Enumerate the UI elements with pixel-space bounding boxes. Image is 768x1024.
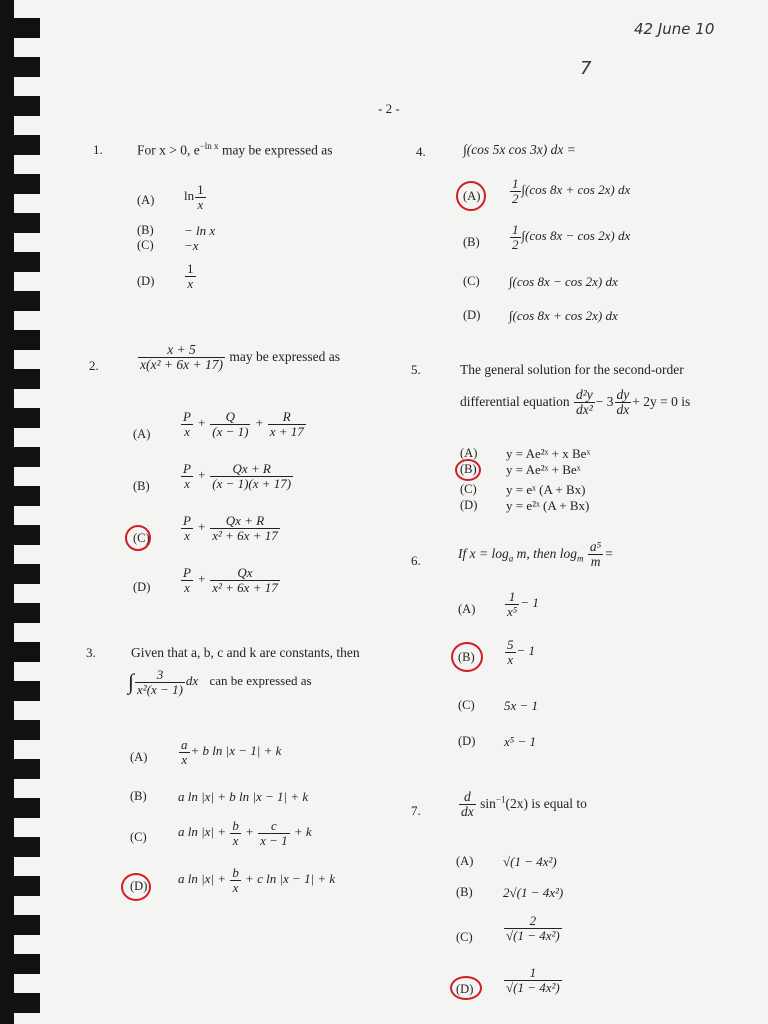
binding-ring xyxy=(0,330,40,350)
option-label: (A) xyxy=(137,193,155,207)
option-6a: $\frac{1}{\text{x⁵}}$ − 1 xyxy=(507,589,539,619)
option-4b: $\frac{1}{2}$ ∫(cos 8x − cos 2x) dx xyxy=(512,222,631,252)
option-5a: y = Ae²ˣ + x Beˣ xyxy=(506,446,591,461)
option-label: (B) xyxy=(137,223,154,237)
binding-ring xyxy=(0,798,40,818)
option-3d: a ln |x| + $\frac{b}{x}$ + c ln |x − 1| + k xyxy=(178,865,336,895)
question-1-stem: For x > 0, $e^{-ln x}$ may be expressed as xyxy=(137,141,333,158)
option-label: (D) xyxy=(458,734,476,748)
binding-ring xyxy=(0,876,40,896)
binding-ring xyxy=(0,681,40,701)
binding-ring xyxy=(0,408,40,428)
option-4d: ∫(cos 8x + cos 2x) dx xyxy=(509,308,618,323)
option-label: (A) xyxy=(130,750,148,764)
option-7a: √(1 − 4x²) xyxy=(503,854,557,869)
question-4-stem: ∫(cos 5x cos 3x) dx = xyxy=(463,142,576,157)
option-label: (B) xyxy=(133,479,150,493)
option-5d: y = e²ˣ (A + Bx) xyxy=(506,498,590,513)
option-label: (B) xyxy=(460,462,477,476)
binding-ring xyxy=(0,486,40,506)
option-label: (B) xyxy=(463,235,480,249)
binding-ring xyxy=(0,369,40,389)
option-2b: $\frac{P}{x}$ + $\frac{Qx + R}{(x - 1)(x + 17)}$ xyxy=(183,461,292,491)
option-label: (C) xyxy=(460,482,477,496)
question-3-integral: ∫ $\frac{3}{\text{x²(x − 1)}}$ dx can be expressed as xyxy=(128,667,312,697)
answer-mark-circle xyxy=(455,459,481,481)
handwritten-note-date: 42 June 10 xyxy=(634,20,715,38)
option-7d: $\frac{1}{\text{√(1 − 4x²)}}$ xyxy=(506,965,560,995)
option-4c: ∫(cos 8x − cos 2x) dx xyxy=(509,274,618,289)
binding-ring xyxy=(0,759,40,779)
binding-ring xyxy=(0,525,40,545)
question-number: 3. xyxy=(86,645,96,660)
question-number: 7. xyxy=(411,803,421,818)
question-7-stem: $\frac{d}{dx}$ $\sin^{-1}(2x)$ is equal to xyxy=(461,789,587,820)
option-1b: − ln x xyxy=(184,223,216,238)
binding-ring xyxy=(0,213,40,233)
option-1d: $\frac{1}{x}$ xyxy=(187,261,194,291)
option-6c: 5x − 1 xyxy=(504,698,539,713)
question-number: 5. xyxy=(411,362,421,377)
option-1a: ln $\frac{1}{x}$ xyxy=(184,182,204,212)
question-5-stem-line1: The general solution for the second-order xyxy=(460,362,684,377)
question-3-stem: Given that a, b, c and k are constants, then xyxy=(131,645,360,660)
option-label: (A) xyxy=(133,427,151,441)
question-2-stem: $\frac{x + 5}{\text{x(x² + 6x + 17)}}$ may be expressed as xyxy=(140,342,340,373)
question-number: 4. xyxy=(416,144,426,159)
spiral-binding xyxy=(0,0,44,1024)
option-6b: $\frac{5}{x}$ − 1 xyxy=(507,637,536,667)
binding-ring xyxy=(0,135,40,155)
option-4a: $\frac{1}{2}$ ∫(cos 8x + cos 2x) dx xyxy=(512,176,631,206)
option-label: (C) xyxy=(130,830,147,844)
option-3c: a ln |x| + $\frac{b}{x}$ + $\frac{c}{x - 1}$ + k xyxy=(178,818,312,848)
binding-ring xyxy=(0,993,40,1013)
option-label: (C) xyxy=(458,698,475,712)
option-label: (B) xyxy=(130,789,147,803)
option-label: (B) xyxy=(456,885,473,899)
question-number: 1. xyxy=(93,142,103,157)
question-number: 2. xyxy=(89,358,99,373)
question-5-stem-line2: differential equation $\frac{\text{d²y}}{\text{dx²}}$ − 3 $\frac{dy}{dx}$ + 2y = 0 is xyxy=(460,387,691,418)
answer-mark-circle xyxy=(450,976,482,1000)
option-label: (D) xyxy=(133,580,151,594)
binding-ring xyxy=(0,603,40,623)
option-3b: a ln |x| + b ln |x − 1| + k xyxy=(178,789,309,804)
binding-ring xyxy=(0,564,40,584)
option-7b: 2√(1 − 4x²) xyxy=(503,885,564,900)
option-label: (D) xyxy=(460,498,478,512)
binding-ring xyxy=(0,954,40,974)
option-7c: $\frac{2}{\text{√(1 − 4x²)}}$ xyxy=(506,913,560,943)
option-2c: $\frac{P}{x}$ + $\frac{Qx + R}{\text{x² + 6x + 17}}$ xyxy=(183,513,278,543)
option-label: (B) xyxy=(458,650,475,664)
binding-ring xyxy=(0,447,40,467)
option-label: (A) xyxy=(458,602,476,616)
option-label: (C) xyxy=(463,274,480,288)
option-label: (D) xyxy=(456,982,474,996)
option-5b: y = Ae²ˣ + Beˣ xyxy=(506,462,581,477)
handwritten-note-number: 7 xyxy=(580,58,592,79)
binding-ring xyxy=(0,96,40,116)
binding-ring xyxy=(0,291,40,311)
answer-mark-circle xyxy=(125,525,151,551)
answer-mark-circle xyxy=(451,642,483,672)
option-5c: y = eˣ (A + Bx) xyxy=(506,482,586,497)
binding-ring xyxy=(0,720,40,740)
binding-ring xyxy=(0,837,40,857)
binding-ring xyxy=(0,57,40,77)
option-label: (D) xyxy=(130,879,148,893)
option-2d: $\frac{P}{x}$ + $\frac{Qx}{\text{x² + 6x + 17}}$ xyxy=(183,565,278,595)
answer-mark-circle xyxy=(121,873,151,901)
binding-ring xyxy=(0,252,40,272)
binding-ring xyxy=(0,174,40,194)
question-number: 6. xyxy=(411,553,421,568)
option-label: (A) xyxy=(463,189,481,203)
option-6d: x⁵ − 1 xyxy=(504,734,537,749)
answer-mark-circle xyxy=(456,181,486,211)
option-3a: $\frac{a}{x}$ + b ln |x − 1| + k xyxy=(181,737,282,767)
option-label: (C) xyxy=(133,531,150,545)
option-2a: $\frac{P}{x}$ + $\frac{Q}{(x - 1)}$ + $\frac{R}{x + 17}$ xyxy=(183,409,304,439)
option-label: (D) xyxy=(463,308,481,322)
page-number: - 2 - xyxy=(378,101,400,116)
option-label: (C) xyxy=(456,930,473,944)
option-label: (A) xyxy=(460,446,478,460)
binding-ring xyxy=(0,915,40,935)
binding-ring xyxy=(0,642,40,662)
binding-ring xyxy=(0,18,40,38)
option-label: (C) xyxy=(137,238,154,252)
option-1c: −x xyxy=(184,238,199,253)
option-label: (A) xyxy=(456,854,474,868)
question-6-stem: If $x = \log_a m$, then $\log_m$ $\frac{\text{a⁵}}{m}$ = xyxy=(458,539,614,570)
option-label: (D) xyxy=(137,274,155,288)
